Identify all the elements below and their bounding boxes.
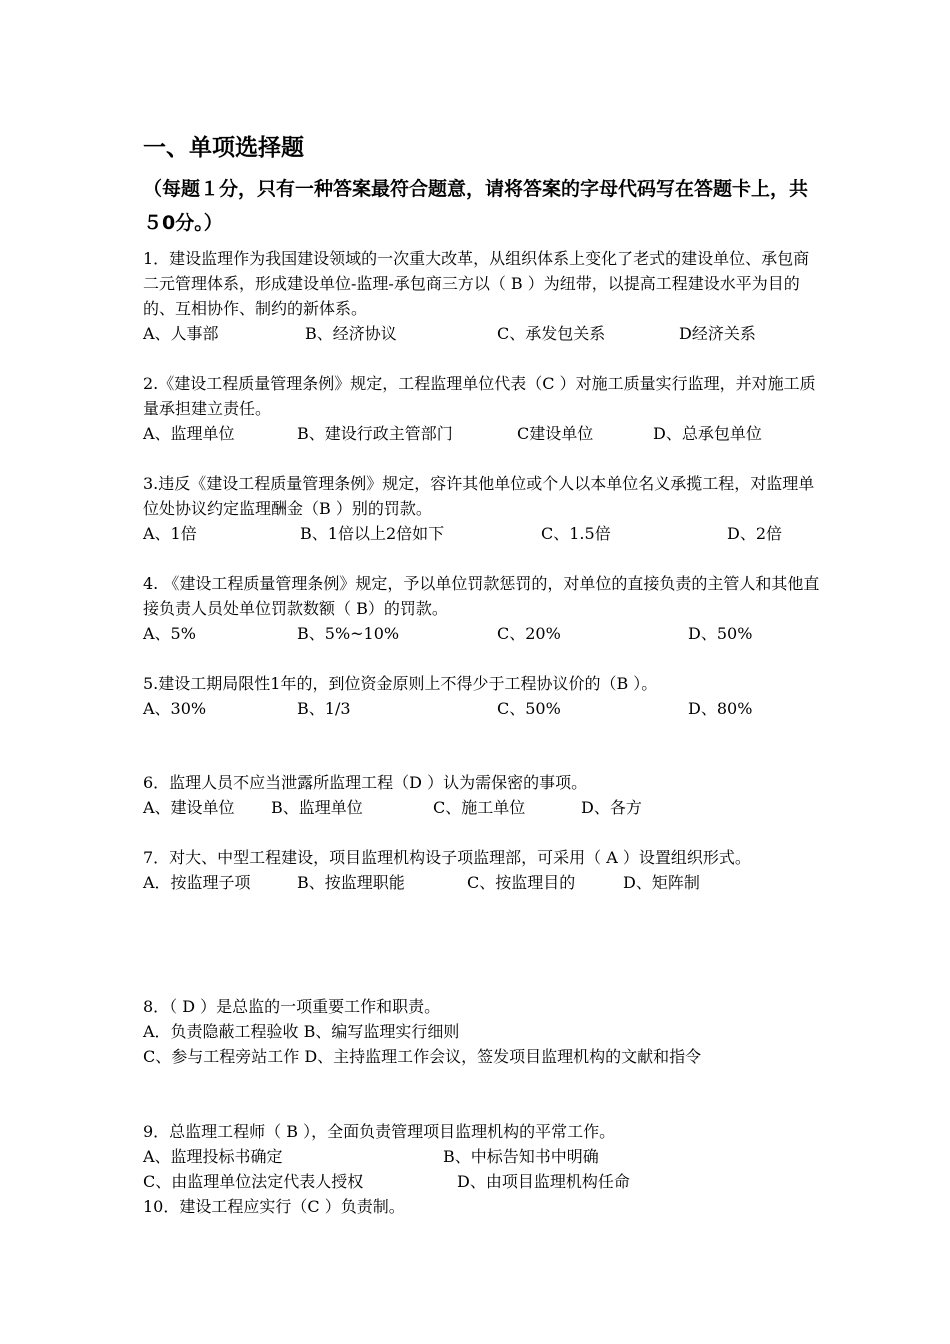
option-d: D、2倍: [727, 524, 783, 543]
option-d: D、50%: [688, 624, 753, 643]
question-text: 9．总监理工程师（ B ），全面负责管理项目监理机构的平常工作。: [143, 1122, 616, 1141]
question-options: [143, 321, 823, 346]
question-5: [143, 671, 823, 721]
option-d: D、各方: [581, 798, 642, 817]
question-options: [143, 870, 823, 895]
option-a: A、1倍: [143, 524, 197, 543]
question-text: 1．建设监理作为我国建设领域的一次重大改革，从组织体系上变化了老式的建设单位、承包商二元管理体系，形成建设单位-监理-承包商三方以（ B ）为纽带，以提高工程建设水平为目的的、互相协作、制约的新体系。: [143, 249, 810, 318]
question-1: [143, 246, 823, 346]
option-a: A．按监理子项: [143, 873, 251, 892]
option-a: A、5%: [143, 624, 196, 643]
question-options: [143, 1144, 823, 1169]
question-text: 3.违反《建设工程质量管理条例》规定，容许其他单位或个人以本单位名义承揽工程，对监理单位处协议约定监理酬金（B ）别的罚款。: [143, 474, 815, 518]
question-options: [143, 1169, 823, 1194]
question-options: [143, 521, 823, 546]
option-b: B、经济协议: [305, 324, 397, 343]
option-b: B、1/3: [297, 699, 351, 718]
question-9: [143, 1119, 823, 1219]
option-c: C、由监理单位法定代表人授权: [143, 1172, 364, 1191]
question-text: 5.建设工期局限性1年的，到位资金原则上不得少于工程协议价的（B ）。: [143, 674, 658, 693]
option-a: A、人事部: [143, 324, 219, 343]
option-b: B、按监理职能: [297, 873, 405, 892]
question-text: 2.《建设工程质量管理条例》规定，工程监理单位代表（C ）对施工质量实行监理，并对施工质量承担建立责任。: [143, 374, 816, 418]
option-a: A、建设单位: [143, 798, 235, 817]
question-text: 7．对大、中型工程建设，项目监理机构设子项监理部，可采用（ A ）设置组织形式。: [143, 848, 751, 867]
option-c: C、50%: [497, 699, 561, 718]
option-a: A、监理投标书确定: [143, 1147, 283, 1166]
option-c: C、1.5倍: [541, 524, 611, 543]
option-c: C、按监理目的: [467, 873, 576, 892]
option-c: C、承发包关系: [497, 324, 606, 343]
option-line: A．负责隐蔽工程验收 B、编写监理实行细则: [143, 1022, 460, 1041]
option-d: D、80%: [688, 699, 753, 718]
question-text: 8．（ D ）是总监的一项重要工作和职责。: [143, 997, 441, 1016]
question-4: [143, 571, 823, 646]
option-b: B、5%~10%: [297, 624, 400, 643]
option-a: A、30%: [143, 699, 207, 718]
option-line: C、参与工程旁站工作 D、主持监理工作会议，签发项目监理机构的文献和指令: [143, 1047, 702, 1066]
option-c: C建设单位: [517, 424, 594, 443]
option-b: B、监理单位: [271, 798, 363, 817]
question-10-text: 10．建设工程应实行（C ）负责制。: [143, 1197, 405, 1216]
question-options: [143, 795, 823, 820]
question-7: [143, 845, 823, 895]
option-d: D经济关系: [679, 324, 756, 343]
question-options: [143, 696, 823, 721]
option-d: D、矩阵制: [623, 873, 700, 892]
section-instruction: （每题１分，只有一种答案最符合题意，请将答案的字母代码写在答题卡上，共５0分。）: [143, 178, 809, 234]
option-b: B、建设行政主管部门: [297, 424, 453, 443]
question-2: [143, 371, 823, 446]
option-a: A、监理单位: [143, 424, 235, 443]
question-8: [143, 994, 823, 1069]
question-options: [143, 621, 823, 646]
option-d: D、由项目监理机构任命: [457, 1172, 630, 1191]
option-c: C、20%: [497, 624, 561, 643]
option-b: B、1倍以上2倍如下: [300, 524, 445, 543]
question-6: [143, 770, 823, 820]
question-text: 4. 《建设工程质量管理条例》规定，予以单位罚款惩罚的，对单位的直接负责的主管人和其他直接负责人员处单位罚款数额（ B）的罚款。: [143, 574, 820, 618]
question-options: [143, 421, 823, 446]
option-d: D、总承包单位: [653, 424, 762, 443]
section-heading: 一、单项选择题: [143, 135, 304, 161]
question-3: [143, 471, 823, 546]
option-c: C、施工单位: [433, 798, 526, 817]
option-b: B、中标告知书中明确: [443, 1147, 599, 1166]
question-text: 6．监理人员不应当泄露所监理工程（D ）认为需保密的事项。: [143, 773, 588, 792]
